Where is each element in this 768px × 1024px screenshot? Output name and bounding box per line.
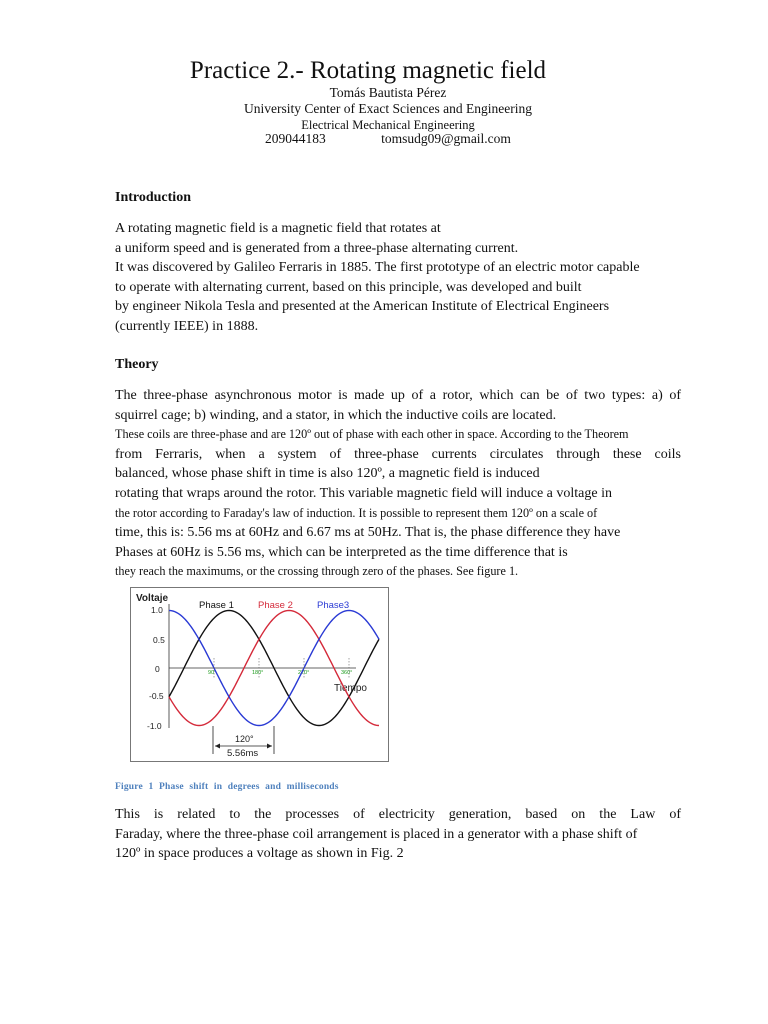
paragraph-line: a uniform speed and is generated from a three-phase alternating current. <box>115 240 519 256</box>
paragraph-line: they reach the maximums, or the crossing through zero of the phases. See figure 1. <box>115 564 519 579</box>
theory-heading: Theory <box>115 357 159 372</box>
paragraph-line: The three-phase asynchronous motor is made up of a rotor, which can be of two types: a) of <box>115 388 681 403</box>
zero-cross-label: 180° <box>252 670 264 676</box>
arrow-head-right <box>267 744 272 749</box>
paragraph-line: time, this is: 5.56 ms at 60Hz and 6.67 ms at 50Hz. That is, the phase difference they have <box>115 525 621 541</box>
contact-line <box>265 131 511 147</box>
paragraph-line: by engineer Nikola Tesla and presented at the American Institute of Electrical Engineers <box>115 299 610 315</box>
y-tick-label: 0 <box>155 664 160 674</box>
paragraph-line: It was discovered by Galileo Ferraris in 1885. The first prototype of an electric motor capable <box>115 260 640 276</box>
zero-cross-label: 270° <box>298 670 310 676</box>
university-name: University Center of Exact Sciences and Engineering <box>244 101 532 116</box>
paragraph-line: A rotating magnetic field is a magnetic field that rotates at <box>115 221 441 236</box>
y-tick-label: -1.0 <box>147 721 162 731</box>
zero-cross-label: 360° <box>341 670 353 676</box>
paragraph-line: Phases at 60Hz is 5.56 ms, which can be interpreted as the time difference that is <box>115 544 568 560</box>
paragraph-line: rotating that wraps around the rotor. This variable magnetic field will induce a voltage in <box>115 485 612 501</box>
figure-1-chart <box>130 587 389 762</box>
email-address: tomsudg09@gmail.com <box>381 131 511 146</box>
y-axis-label: Voltaje <box>136 593 169 604</box>
legend-phase-1: Phase 1 <box>199 600 234 611</box>
paragraph-line: These coils are three-phase and are 120º out of phase with each other in space. According to the Theorem <box>115 427 629 442</box>
introduction-paragraph <box>115 219 681 337</box>
closing-paragraph <box>115 805 681 864</box>
program-name: Electrical Mechanical Engineering <box>301 118 475 132</box>
paragraph-line: to operate with alternating current, based on this principle, was developed and built <box>115 279 582 295</box>
y-tick-label: 1.0 <box>151 605 163 615</box>
student-id: 209044183 <box>265 131 326 146</box>
x-axis-label: Tiempo <box>334 683 367 694</box>
introduction-heading: Introduction <box>115 190 191 205</box>
paragraph-line: balanced, whose phase shift in time is also 120º, a magnetic field is induced <box>115 466 540 482</box>
y-tick-label: -0.5 <box>149 691 164 701</box>
paragraph-line: Faraday, where the three-phase coil arrangement is placed in a generator with a phase shift of <box>115 826 638 842</box>
paragraph-line: from Ferraris, when a system of three-phase currents circulates through these coils <box>115 446 681 462</box>
paragraph-line: squirrel cage; b) winding, and a stator, in which the inductive coils are located. <box>115 407 557 423</box>
paragraph-line: the rotor according to Faraday's law of induction. It is possible to represent them 120º on a scale of <box>115 505 598 520</box>
legend-phase-3: Phase3 <box>317 600 350 611</box>
paragraph-line: 120º in space produces a voltage as shown in Fig. 2 <box>115 846 404 862</box>
paragraph-line: (currently IEEE) in 1888. <box>115 318 259 334</box>
author-name: Tomás Bautista Pérez <box>329 85 447 100</box>
zero-cross-label: 90° <box>208 670 217 676</box>
document-title: Practice 2.- Rotating magnetic field <box>189 57 547 84</box>
arrow-head-left <box>215 744 220 749</box>
shift-ms-label: 5.56ms <box>227 748 259 759</box>
y-tick-label: 0.5 <box>153 635 165 645</box>
paragraph-line: This is related to the processes of electricity generation, based on the Law of <box>115 807 681 822</box>
theory-paragraph <box>115 386 681 582</box>
legend-phase-2: Phase 2 <box>258 600 293 611</box>
figure-caption: Figure 1 Phase shift in degrees and milliseconds <box>115 782 339 792</box>
phase-shift-chart <box>131 588 388 761</box>
shift-degrees-label: 120° <box>235 734 254 744</box>
